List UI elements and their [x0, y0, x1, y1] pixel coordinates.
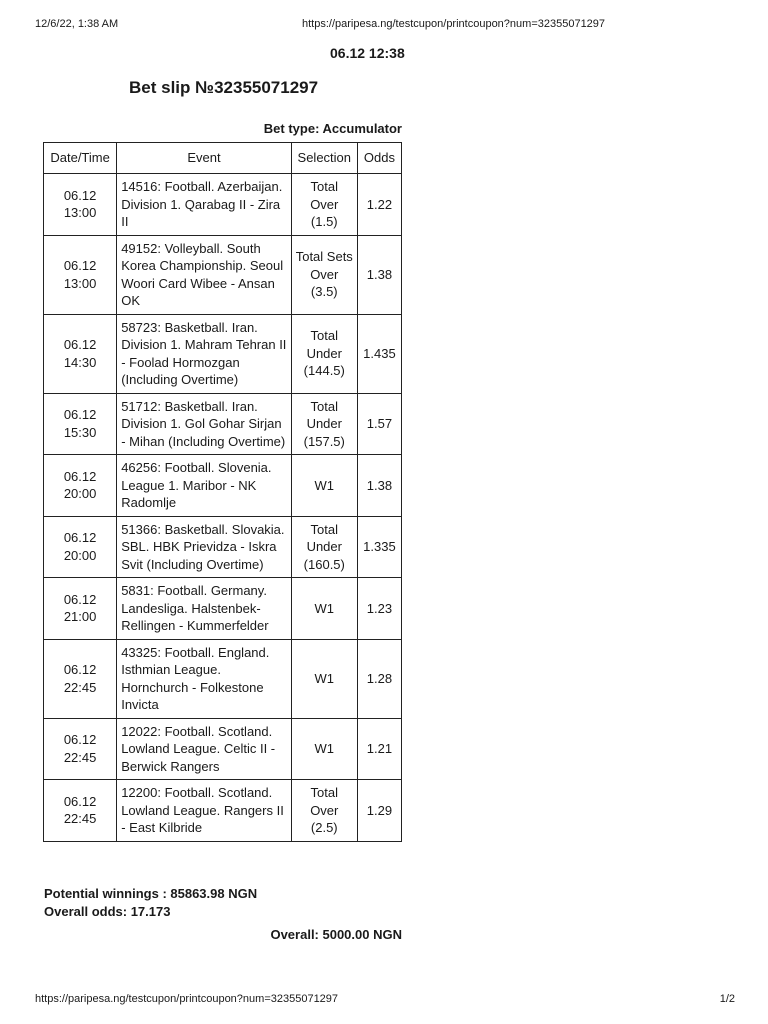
cell-date: 06.12	[63, 591, 97, 607]
cell-event: 5831: Football. Germany. Landesliga. Halstenbek-Rellingen - Kummerfelder	[117, 578, 291, 640]
bet-type: Bet type: Accumulator	[263, 121, 402, 136]
table-row	[44, 639, 402, 718]
cell-datetime	[44, 639, 117, 718]
cell-event: 51366: Basketball. Slovakia. SBL. HBK Prievidza - Iskra Svit (Including Overtime)	[117, 516, 291, 578]
print-time: 06.12 12:38	[330, 45, 405, 61]
cell-selection: Total Under (157.5)	[291, 393, 357, 455]
table-row	[44, 235, 402, 314]
cell-selection: W1	[291, 455, 357, 517]
cell-selection: W1	[291, 578, 357, 640]
cell-date: 06.12	[63, 407, 97, 423]
table-row	[44, 718, 402, 780]
cell-event: 12022: Football. Scotland. Lowland League. Celtic II - Berwick Rangers	[117, 718, 291, 780]
overall-stake: Overall: 5000.00 NGN	[270, 927, 402, 942]
cell-datetime	[44, 718, 117, 780]
cell-odds: 1.38	[357, 235, 401, 314]
cell-selection: W1	[291, 718, 357, 780]
cell-datetime	[44, 455, 117, 517]
cell-event: 12200: Football. Scotland. Lowland League. Rangers II - East Kilbride	[117, 780, 291, 842]
cell-date: 06.12	[63, 468, 97, 484]
table-row	[44, 314, 402, 393]
table-row	[44, 455, 402, 517]
cell-odds: 1.38	[357, 455, 401, 517]
cell-event: 14516: Football. Azerbaijan. Division 1. Qarabag II - Zira II	[117, 174, 291, 236]
cell-date: 06.12	[63, 337, 97, 352]
footer-url: https://paripesa.ng/testcupon/printcoupon?num=32355071297	[35, 993, 339, 1005]
potential-winnings: Potential winnings : 85863.98 NGN	[44, 886, 258, 901]
cell-time: 20:00	[63, 547, 97, 563]
cell-event: 46256: Football. Slovenia. League 1. Maribor - NK Radomlje	[117, 455, 291, 517]
column-header-date: Date/Time	[44, 143, 117, 174]
print-datetime: 12/6/22, 1:38 AM	[35, 18, 119, 30]
coupon-table	[43, 142, 402, 842]
cell-selection: Total Over (2.5)	[291, 780, 357, 842]
cell-selection: W1	[291, 639, 357, 718]
cell-date: 06.12	[63, 187, 97, 203]
column-header-event: Event	[117, 143, 291, 174]
column-header-odds: Odds	[357, 143, 401, 174]
cell-odds: 1.335	[357, 516, 401, 578]
cell-time: 14:30	[63, 354, 97, 370]
slip-title: Bet slip №32355071297	[129, 78, 319, 97]
coupon-table-body	[44, 174, 402, 842]
table-row	[44, 516, 402, 578]
cell-selection: Total Under (144.5)	[291, 314, 357, 393]
cell-datetime	[44, 780, 117, 842]
print-header-url: https://paripesa.ng/testcupon/printcoupon?num=32355071297	[302, 18, 606, 30]
page-number: 1/2	[719, 993, 735, 1005]
cell-time: 20:00	[63, 486, 97, 502]
cell-datetime	[44, 393, 117, 455]
cell-event: 51712: Basketball. Iran. Division 1. Gol Gohar Sirjan - Mihan (Including Overtime)	[117, 393, 291, 455]
cell-time: 22:45	[63, 749, 97, 765]
cell-odds: 1.57	[357, 393, 401, 455]
table-row	[44, 174, 402, 236]
cell-date: 06.12	[63, 662, 97, 677]
cell-date: 06.12	[63, 793, 97, 809]
cell-odds: 1.435	[357, 314, 401, 393]
cell-odds: 1.29	[357, 780, 401, 842]
table-row	[44, 780, 402, 842]
cell-odds: 1.21	[357, 718, 401, 780]
cell-odds: 1.22	[357, 174, 401, 236]
cell-date: 06.12	[63, 258, 97, 273]
cell-datetime	[44, 578, 117, 640]
cell-datetime	[44, 314, 117, 393]
cell-time: 13:00	[63, 275, 97, 291]
overall-odds: Overall odds: 17.173	[44, 904, 171, 919]
cell-date: 06.12	[63, 732, 97, 748]
cell-datetime	[44, 516, 117, 578]
cell-event: 49152: Volleyball. South Korea Championship. Seoul Woori Card Wibee - Ansan OK	[117, 235, 291, 314]
cell-time: 15:30	[63, 424, 97, 440]
cell-selection: Total Over (1.5)	[291, 174, 357, 236]
table-row	[44, 393, 402, 455]
cell-event: 58723: Basketball. Iran. Division 1. Mahram Tehran II - Foolad Hormozgan (Including Overtime)	[117, 314, 291, 393]
table-row	[44, 578, 402, 640]
column-header-selection: Selection	[291, 143, 357, 174]
cell-selection: Total Sets Over (3.5)	[291, 235, 357, 314]
cell-odds: 1.23	[357, 578, 401, 640]
cell-odds: 1.28	[357, 639, 401, 718]
cell-time: 22:45	[63, 679, 97, 695]
cell-selection: Total Under (160.5)	[291, 516, 357, 578]
cell-time: 21:00	[63, 609, 97, 625]
cell-event: 43325: Football. England. Isthmian League. Hornchurch - Folkestone Invicta	[117, 639, 291, 718]
table-header-row	[44, 143, 402, 174]
cell-time: 22:45	[63, 811, 97, 827]
cell-time: 13:00	[63, 205, 97, 221]
cell-datetime	[44, 235, 117, 314]
cell-datetime	[44, 174, 117, 236]
cell-date: 06.12	[63, 530, 97, 546]
